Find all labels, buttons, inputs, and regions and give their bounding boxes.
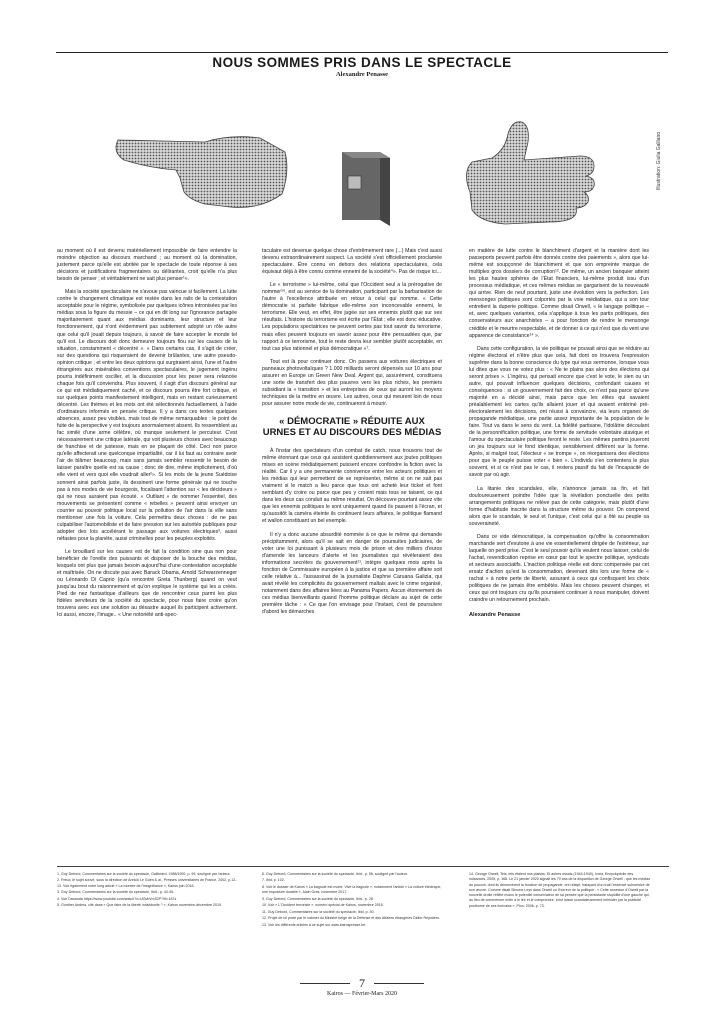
header-rule bbox=[56, 52, 668, 53]
footnote: 13. Voir les différents articles à ce sujet sur www.kairospresse.be. bbox=[262, 922, 367, 927]
illustration-credit: Illustration: Giulia Galliano bbox=[656, 131, 662, 190]
footnote: 6. Guy Debord, Commentaires sur la société du spectacle, Ibid., p. 56, souligné par l'auteur. bbox=[262, 872, 408, 876]
paragraph: en matière de lutte contre le blanchiment d'argent et la manière dont les passeports peuvent parfois être donnés contre des paiements », alors que lui-même est soupçonné de blanchiment et que son empreinte marque de multiples gros dossiers de corruption¹². De même, un ancien banquier atteint les plus hautes sphères de l'État financiers, lui-même produit issu d'un processus médiatique, et ces mêmes médias se gargarisent de la nouveauté qui arrive. Rien de neuf pourtant, juste une évolution vers la perfection. Les mensonges politiques sont colportés par la voie médiatique, qui a son tour entretient la duperie politique. Comme disait Orwell, « le langage politique – et, avec quelques variantes, cela s'applique à tous les partis politiques, des conservateurs aux anarchistes – a pour fonction de rendre le mensonge crédible et le meurtre respectable, et de donner à ce qui n'est que du vent une apparence de consistance¹⁴ ». bbox=[469, 248, 649, 339]
paragraph: au moment où il est devenu matériellement impossible de faire entendre la moindre objection au discours marchand ; au moment où la domination, justement parce qu'elle est abritée par le spectacle de toute réponse à ses décisions et justifications fragmentaires ou délirantes, croit qu'elle n'a plus besoin de penser ; et véritablement ne sait plus penser¹». bbox=[57, 248, 237, 283]
footnote: 4. Voir Daoanda https://www.youtube.com/watch?v=Ut3vbVrxS2P?M=187s bbox=[57, 896, 177, 901]
footnote: 1. Guy Debord, Commentaires sur la société du spectacle, Gallimard, 1988/1992, p. 99, souligné par l'auteur. bbox=[57, 872, 231, 876]
box-device-icon bbox=[342, 152, 390, 226]
footnote: 2. Freud, le sujet souvé, sous la direction de Annick Le Guen & al., Presses universitaires de France, 2002, p.12-13. Voir également notre long article « La montée de l'insignifiance », Kairos juin 2016. bbox=[57, 878, 237, 888]
paragraph: Dans ce vide démocratique, la compensation qu'offre la consommation marchande sert d'exutoire à une vie essentiellement dirigée de l'extérieur, sur laquelle on perd prise. C'est le seul pouvoir qu'ils veulent nous laisser, celui de l'achat, revendication reprise en cœur par tout le spectre politique, syndicats et secteurs associatifs. L'inaction politique réelle est donc compensée par cet ersatz d'action qu'est la consommation, devenant dès lors une forme de « rachat » à notre perte de liberté, assurant à ceux qui confisquent les choix politiques de ne jamais être embêtés. Mais les choses peuvent changer, et ceux qui ont toujours cru qu'ils pourraient continuer à nous manipuler, doivent craindre un retournement prochain. bbox=[469, 533, 649, 604]
text-column-1 bbox=[57, 248, 237, 625]
section-subheading: « DÉMOCRATIE » RÉDUITE AUX URNES ET AU DISCOURS DES MÉDIAS bbox=[262, 415, 442, 438]
text-column-2 bbox=[262, 248, 442, 622]
footnotes-column-3 bbox=[469, 872, 651, 910]
paragraph: taculaire est devenue quelque chose d'extrêmement rare (...) Mais c'est aussi devenu extraordinairement suspect. La société s'est officiellement proclamée spectaculaire. Être connu en dehors des relations spectaculaires, cela équivaut déjà à être connu comme ennemi de la société⁴». Pas de risque ici... bbox=[262, 248, 442, 276]
footnote: 11. Guy Debord, Commentaires sur la société du spectacle, Ibid, p. 40. bbox=[262, 909, 375, 914]
footnote: 7. Ibid, p. 102. bbox=[262, 878, 285, 883]
pointing-hand-icon bbox=[116, 137, 287, 208]
thumbs-up-icon bbox=[466, 122, 594, 224]
publication-footer: Kairos — Février-Mars 2020 bbox=[326, 991, 398, 997]
paragraph: Mais la société spectaculaire ne s'avoue pas vaincue si facilement. La lutte contre le changement climatique est restée dans les rails de la contestation acceptable pour le régime, symbolisée par quelques icônes intronisées par les médias sous la figure du messie – ce qui en dit long sur l'ignorance partagée majoritairement quant aux médias dominants, leur structure et leur fonctionnement, qui n'ont évidemment pas subitement adopté un rôle autre que celui qu'il jouait depuis toujours, à savoir de faire accepter le monde tel qu'il est. Le discours doit donc demeurer toujours flou sur les causes de la situation, constamment « décentré ». « Dans certains cas, il s'agit de créer, sur des questions qui risqueraient de devenir brûlantes, une autre pseudo-opinion critique ; et entre les deux opinions qui surgiraient ainsi, l'une et l'autre étrangères aux misérables conventions spectaculaires, le jugement ingénu pourra indéfiniment osciller, et la discussion pour les peser sera relancée chaque fois qu'il conviendra. Plus souvent, il s'agit d'un discours général sur ce qui est médiatiquement caché, et ce discours pourra être fort critique, et sur quelques points manifestement intelligent, mais en restant curieusement décentré. Les thèmes et les mots ont été sélectionnés factuellement, à l'aide d'ordinateurs informés en pensée critique. Il y a dans ces textes quelques absences, assez peu visibles, mais tout de même remarquables : le point de fuite de la perspective y est toujours anormalement absent. Ils ressemblent au fac similé d'une arme célèbre, où manque seulement le percuteur. C'est nécessairement une critique latérale, qui voit plusieurs choses avec beaucoup de franchise et de justesse, mais en se plaçant de côté. Ceci non parce qu'elle affecterait une quelconque impartialité, car il lui faut au contraire avoir l'air de blâmer beaucoup, mais sans jamais sembler ressentir le besoin de laisser paraître quelle est sa cause ; donc de dire, même implicitement, d'où elle vient et vers quoi elle voudrait aller²». Si les mots de la jeune Suédoise sonnent ainsi parfois juste, ils dessinent une forme générale qui ne touche pas à nos modes de vie bourgeois, focalisant l'attention sur « les décideurs » qui ne nous auraient pas écouté. « Outliant » de nommer l'essentiel, des mouvements se présentent comme « rebelles » peuvent ainsi envoyer un courrier au pouvoir politique local sur la pollution de l'air dans la ville sans mentionner une fois la voiture. Cela permettra deux choses : de ne pas culpabiliser l'automobiliste et de faire pression sur les autorités publiques pour adopter des lois accélérant le passage aux voitures électriques³, aussi néfastes pour la planète, aussi criminelles pour les peuples exploités. bbox=[57, 289, 237, 542]
footnotes-rule bbox=[57, 866, 669, 867]
footnote: 8. Voir le dossier de Kairos « La bagnole est morte. Vive la bagnole », notamment l'article « La voiture électrique, une imposture durable », Alain Gras, novembre 2017. bbox=[262, 884, 442, 895]
paragraph: Dans cette configuration, la vie politique ne pouvait ainsi que se réduire au régime électoral et n'être plus que cela, fait dont on trouvera l'expression suprême dans la bonne conscience du type qui vous sermonne, lorsque vous lui dites que vous ne votez plus : « Ne te plains pas alors des élections qui seront prises ». L'ingénu, qui pensait encore que c'est le vote, le sien ou un autre, qui pouvait influencer quelques décisions, confondant causes et conséquences : si un gouvernement fait des choix, ce n'est pas parce qu'une majorité en a décidé ainsi, mais parce que les élites qui savaient préalablement les cartes qu'ils allaient jouer et qui avaient entériné pré-électoralement les décisions, ont réussi à convaincre, via leurs organes de propagande médiatique, une partie assez importante de la population de le faire. Tout va dans le sens du vent. La fidélité partisane, l'idolâtrie découlant de la personnification politique, une forme de servitude volontaire atavique et l'amour du spectaculaire politique feront le reste. Les mêmes pantins joueront un jeu toujours sur le fond identique, sensiblement différent sur la forme. Après, si malgré tout, l'électeur « se trompe », on réorganisera des élections pour que le peuple puisse voter « bien ». L'individu s'en contentera le plus souvent, et si ce n'est pas le cas, il restera passif du fait de l'incapacité de savoir par où agir. bbox=[469, 345, 649, 479]
paragraph: Tout est là pour continuer donc. On passera aux voitures électriques et panneaux photovoltaïques ? 1.000 milliards seront dépensés sur 10 ans pour assurer en Europe un Green New Deal. Argent qui, assurément, constituera une sorte de transfert des plus pauvres vers les plus riches, les premiers subsidiant la « transition » et les entreprises de ceux qui auront les moyens techniques de la mettre en œuvre. Les autres, ceux qui meurent loin de nous pour assurer notre mode de vie, continueront à mourir. bbox=[262, 358, 442, 407]
page-number: 7 bbox=[359, 976, 365, 990]
footnote: 9. Guy Debord, Commentaires sur la société du spectacle, Ibid., p. 28. bbox=[262, 896, 374, 901]
article-title: NOUS SOMMES PRIS DANS LE SPECTACLE bbox=[212, 55, 512, 70]
paragraph: Il n'y a donc aucune absurdité nommée à ce que le même qui demande précipitamment, alors qu'il se sait en danger de poursuites judiciaires, de voter une loi punissant à plusieurs mois de prison et des milliers d'euros d'amende les lanceurs d'alerte et les journalistes qui révéleraient des informations secrètes du gouvernement¹¹, intègre quelques mois après la fonction de Commissaire européen à la justice et que sa première affaire soit celle relative à... l'assassinat de la journaliste Daphne Caruana Galizia, qui avait révélé les complicités du gouvernement maltais avec le crime organisé, notamment dans des affaires liées au Panama Papers. Aucun étonnement de ces médias bienveillants quand l'homme politique déclare au sujet de cette première tâche : « Ce que l'on envisage pour l'instant, c'est de poursuivre d'abord les démarches bbox=[262, 531, 442, 616]
footnote: 3. Guy Debord, Commentaires sur la société du spectacle, Ibid., p. 44-45. bbox=[57, 890, 175, 895]
footnote: 10. Voir « L'Occident terroriste », numéro spécial de Kairos, novembre 2016. bbox=[262, 903, 384, 908]
footnote: 14. George Orwell, Tels, tels étaient nos plaisirs. Et autres essais (1944-1949), Ivréa, Encyclopédie des nuisances, 2005, p. 168. Le 21 janvier 2020 signait les 70 ans de la disparition de George Orwell ; que les médias du pouvoir, dont ils dénoncèrent la fonction de propagande, ont rélayé, balayant d'un trait l'essence subversive de son œuvre. Comme disait Simone Leys dans Orwell ou l'horreur de la politique : « Cette annexion d'Orwell par la nouvelle droite reflète moins le potentiel conservateur de sa pensée que la persistante stupidité d'une gauche qui, au lieu de commencer enfin à le lire et le comprendre, s'est laissé scandaleusement intimider par la publicité posthume de ses écrivains », Plon, 2006, p. 73. bbox=[469, 872, 650, 908]
illustration-pointing-hands bbox=[110, 112, 650, 232]
paragraph: À l'instar des spectateurs d'un combat de catch, nous trouvons tout de même étonnant que ceux qui assistent quotidiennement aux joutes politiques mises en scène médiatiquement puissent encore confondre la fiction avec la réalité. Car il y a une permanente connivence entre les acteurs politiques et les médias qui leur permettent de se représenter, même si on ne sait pas vraiment si le match a lieu parce que tous ont acheté leur ticket et font semblant d'y croire ou parce que peu y croient mais tous se taisent, ce qui dans les deux cas conduit au même résultat. On découvre pourtant assez vite que les ennemis politiques le sont uniquement quand ils passent à l'écran, et qu'aussitôt la caméra éteinte ils continuent leurs affaires, le politique flamand et wallon constituant un bel exemple. bbox=[262, 447, 442, 525]
paragraph: Le « terrorisme » lui-même, celui que l'Occident seul a la prérogative de nommer⁵⁶, est au service de la domination, participant par la barbarisation de l'autre à l'excellence attribuée en retour à celui qui nomme. « Cette démocratie si parfaite fabrique elle-même son inconcevable ennemi, le terrorisme. Elle veut, en effet, être jugée sur ses ennemis plutôt que sur ses résultats. L'histoire du terrorisme est écrite par l'État ; elle est donc éducative. Les populations spectatrices ne peuvent certes pas tout savoir du terrorisme, mais elles peuvent toujours en savoir assez pour être persuadées que, par rapport à ce terrorisme, tout le reste devra leur sembler plutôt acceptable, en tout cas plus rationnel et plus démocratique »⁷. bbox=[262, 282, 442, 352]
text-column-3 bbox=[469, 248, 649, 619]
footnotes-column-2 bbox=[262, 872, 444, 929]
author-signature: Alexandre Penasse bbox=[469, 612, 521, 619]
footnote: 5. Gunther Anders, cité dans « Que faire de la liberté individuelle ? », Kairos novembre-décembre 2019. bbox=[57, 903, 223, 908]
footnotes-column-1 bbox=[57, 872, 239, 910]
author-byline: Alexandre Penasse bbox=[335, 71, 389, 78]
paragraph: La litanie des scandales, elle, n'annonce jamais sa fin, et fait douloureusement poindre l'idée que la révélation ponctuelle des petits arrangements politiques ne relève pas de cette catégorie, mais plutôt d'une forme d'habitude inscrite dans la structure même du pouvoir. On comprend alors que le scandale, le seul et l'unique, c'est celui qui a ôté au peuple sa souveraineté. bbox=[469, 485, 649, 527]
paragraph: Le brouillard sur les causes est de fait la condition sine qua non pour bénéficier de l'oreille des puissants et disposer de la bouche des médias, lesquels ont plus que jamais besoin aujourd'hui d'une contestation acceptable et maîtrisée. On ne discute pas avec Barack Obama, Arnold Schwarzenneger ou Léonardo Di Caprio (qu'a rencontré Greta Thunberg) quand on veut jusqu'au bout du raisonnement et qu'on explique le système qui les a créés. Pied de nez fantastique d'ailleurs que de rencontrer ceux parmi les plus fidèles serviteurs de la société du spectacle, pour nous faire croire qu'on trouvera avec eux une solution au désastre auquel ils participent activement. Ici aussi, encore, l'image.. « Une notoriété anti-spec- bbox=[57, 548, 237, 619]
page-number-rule-right bbox=[374, 983, 424, 984]
footnote: 12. Projet de loi porté par le cabinet du Ministre belge de la Défense et des Affaires étrangères Didier Reynders. bbox=[262, 916, 440, 921]
